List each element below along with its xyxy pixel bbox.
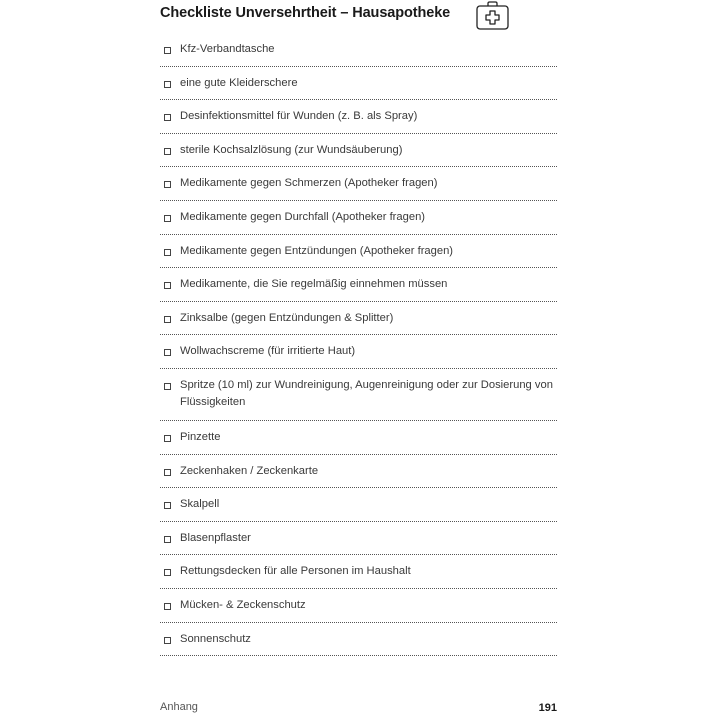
checkbox[interactable]	[164, 282, 171, 289]
checkbox[interactable]	[164, 383, 171, 390]
checklist-item[interactable]	[160, 455, 557, 489]
checklist-item-label: sterile Kochsalzlösung (zur Wundsäuberung)	[180, 143, 403, 156]
checklist-item-label: Zeckenhaken / Zeckenkarte	[180, 464, 319, 477]
checklist-item[interactable]	[160, 100, 557, 134]
checklist-item-label: Medikamente, die Sie regelmäßig einnehmen müssen	[180, 278, 448, 291]
checklist-item[interactable]	[160, 623, 557, 657]
checkbox[interactable]	[164, 349, 171, 356]
checkbox[interactable]	[164, 316, 171, 323]
checkbox[interactable]	[164, 215, 171, 222]
checkbox[interactable]	[164, 435, 171, 442]
checkbox[interactable]	[164, 536, 171, 543]
page-header	[160, 0, 557, 34]
checklist-item-label: Medikamente gegen Durchfall (Apotheker fragen)	[180, 210, 426, 223]
checkbox[interactable]	[164, 148, 171, 155]
checklist-item[interactable]	[160, 268, 557, 302]
checkbox[interactable]	[164, 114, 171, 121]
checkbox[interactable]	[164, 47, 171, 54]
checklist	[160, 33, 557, 656]
checklist-item-label: Rettungsdecken für alle Personen im Haushalt	[180, 565, 411, 578]
checklist-item-label: Pinzette	[180, 430, 221, 443]
checkbox[interactable]	[164, 469, 171, 476]
checklist-item-label: Spritze (10 ml) zur Wundreinigung, Augenreinigung oder zur Dosierung von Flüssigkeiten	[180, 378, 553, 409]
checklist-item[interactable]	[160, 33, 557, 67]
checklist-item[interactable]	[160, 67, 557, 101]
checklist-item-label: Medikamente gegen Schmerzen (Apotheker fragen)	[180, 177, 438, 190]
checklist-item[interactable]	[160, 555, 557, 589]
checkbox[interactable]	[164, 181, 171, 188]
first-aid-kit-icon	[476, 1, 509, 30]
checklist-item[interactable]	[160, 167, 557, 201]
checkbox[interactable]	[164, 502, 171, 509]
checklist-item[interactable]	[160, 369, 557, 421]
checklist-item[interactable]	[160, 421, 557, 455]
checklist-item-label: Sonnenschutz	[180, 632, 251, 645]
checklist-item-label: Skalpell	[180, 498, 220, 511]
checklist-item[interactable]	[160, 335, 557, 369]
checklist-item[interactable]	[160, 488, 557, 522]
checklist-item[interactable]	[160, 522, 557, 556]
checklist-item-label: Kfz-Verbandtasche	[180, 43, 275, 55]
page-title: Checkliste Unversehrtheit – Hausapotheke	[160, 5, 451, 21]
checklist-item[interactable]	[160, 302, 557, 336]
checklist-item[interactable]	[160, 134, 557, 168]
checkbox[interactable]	[164, 569, 171, 576]
checkbox[interactable]	[164, 249, 171, 256]
checklist-item-label: Mücken- & Zeckenschutz	[180, 598, 306, 611]
book-page	[160, 0, 557, 715]
checklist-item-label: eine gute Kleiderschere	[180, 76, 298, 89]
checklist-item-label: Desinfektionsmittel für Wunden (z. B. als Spray)	[180, 110, 418, 123]
page-number: 191	[538, 702, 557, 714]
checklist-item[interactable]	[160, 235, 557, 269]
checkbox[interactable]	[164, 603, 171, 610]
footer-section-label: Anhang	[160, 701, 198, 713]
checklist-item[interactable]	[160, 589, 557, 623]
checklist-item-label: Wollwachscreme (für irritierte Haut)	[180, 345, 356, 358]
checklist-item-label: Medikamente gegen Entzündungen (Apotheker fragen)	[180, 244, 454, 257]
checkbox[interactable]	[164, 637, 171, 644]
checkbox[interactable]	[164, 81, 171, 88]
checklist-item-label: Blasenpflaster	[180, 531, 251, 544]
checklist-item-label: Zinksalbe (gegen Entzündungen & Splitter)	[180, 311, 394, 324]
checklist-item[interactable]	[160, 201, 557, 235]
